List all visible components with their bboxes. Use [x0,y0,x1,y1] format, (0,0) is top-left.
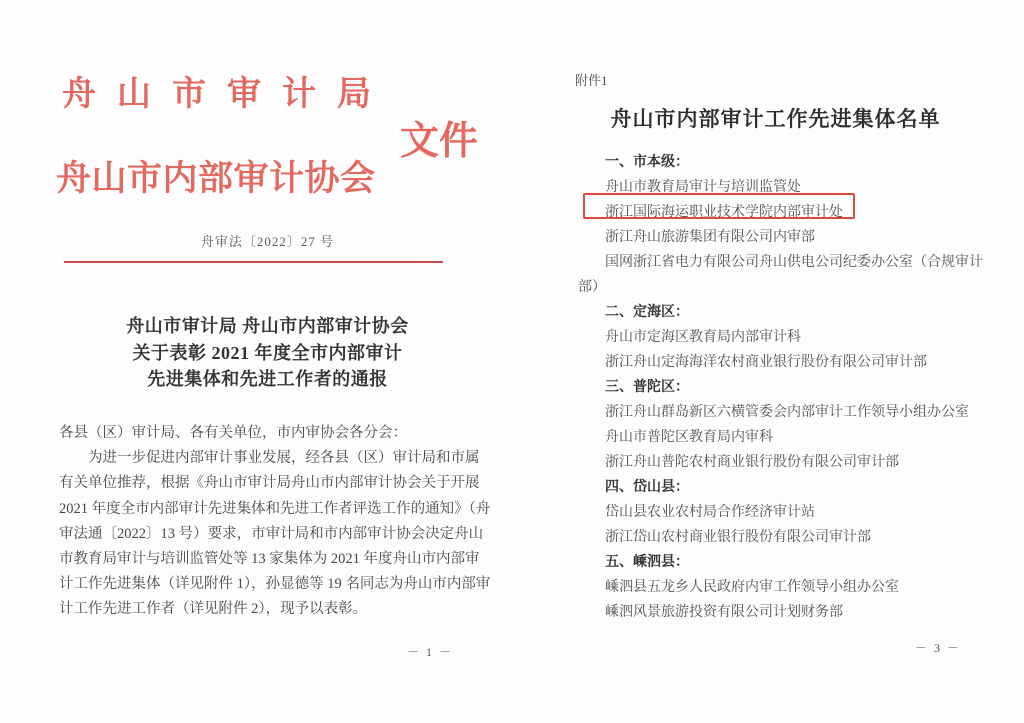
list-item-continuation: 部） [578,280,606,295]
section-heading-dinghai: 二、定海区： [605,305,689,320]
body-line: 有关单位推荐，根据《舟山市审计局舟山市内部审计协会关于开展 [59,475,480,492]
list-item: 浙江舟山普陀农村商业银行股份有限公司审计部 [605,455,899,470]
attachment-title: 舟山市内部审计工作先进集体名单 [610,107,941,131]
advanced-collectives-list [563,150,1003,625]
list-item: 岱山县农业农村局合作经济审计站 [605,505,815,520]
issuing-agency-line-1: 舟山市审计局 [62,76,392,113]
list-item: 舟山市定海区教育局内部审计科 [605,330,801,345]
list-item: 嵊泗县五龙乡人民政府内审工作领导小组办公室 [605,580,899,595]
section-heading-city-level: 一、市本级： [605,155,689,170]
body-line: 计工作先进工作者（详见附件 2），现予以表彰。 [59,601,368,618]
document-type-label: 文件 [400,120,479,163]
red-divider-line [64,261,443,263]
list-item: 浙江舟山定海海洋农村商业银行股份有限公司审计部 [605,355,927,370]
list-item: 嵊泗风景旅游投资有限公司计划财务部 [605,605,843,620]
document-title [55,313,480,393]
body-line: 2021 年度全市内部审计先进集体和先进工作者评选工作的通知》（舟 [59,500,491,517]
list-item: 国网浙江省电力有限公司舟山供电公司纪委办公室（合规审计 [605,255,983,270]
list-item: 舟山市普陀区教育局内审科 [605,430,773,445]
list-item: 浙江舟山旅游集团有限公司内审部 [605,230,815,245]
issuing-agency-line-2: 舟山市内部审计协会 [56,159,376,198]
section-heading-daishan: 四、岱山县： [605,480,689,495]
body-line: 计工作先进集体（详见附件 1），孙显德等 19 名同志为舟山市内部审 [59,576,491,593]
document-body [59,421,491,623]
page-number-left: － 1 － [406,645,453,659]
list-item: 浙江岱山农村商业银行股份有限公司审计部 [605,530,871,545]
body-line: 市教育局审计与培训监管处等 13 家集体为 2021 年度舟山市内部审 [59,551,480,568]
document-title-line-3: 先进集体和先进工作者的通报 [147,369,388,389]
section-heading-putuo: 三、普陀区： [605,380,689,395]
list-item-highlighted: 浙江国际海运职业技术学院内部审计处 [605,205,843,220]
document-title-line-1: 舟山市审计局 舟山市内部审计协会 [126,316,409,336]
page-number-right: － 3 － [914,641,961,655]
body-line: 为进一步促进内部审计事业发展，经各县（区）审计局和市属 [88,450,480,467]
salutation: 各县（区）审计局、各有关单位，市内审协会各分会： [59,425,407,441]
section-heading-shengsi: 五、嵊泗县： [605,555,689,570]
document-reference-number: 舟审法〔2022〕27 号 [200,234,335,249]
attachment-label: 附件1 [575,73,608,88]
body-line: 审法通〔2022〕13 号）要求，市审计局和市内部审计协会决定舟山 [59,525,484,542]
list-item: 舟山市教育局审计与培训监管处 [605,180,801,195]
list-item: 浙江舟山群岛新区六横管委会内部审计工作领导小组办公室 [605,405,969,420]
document-title-line-2: 关于表彰 2021 年度全市内部审计 [132,342,403,363]
